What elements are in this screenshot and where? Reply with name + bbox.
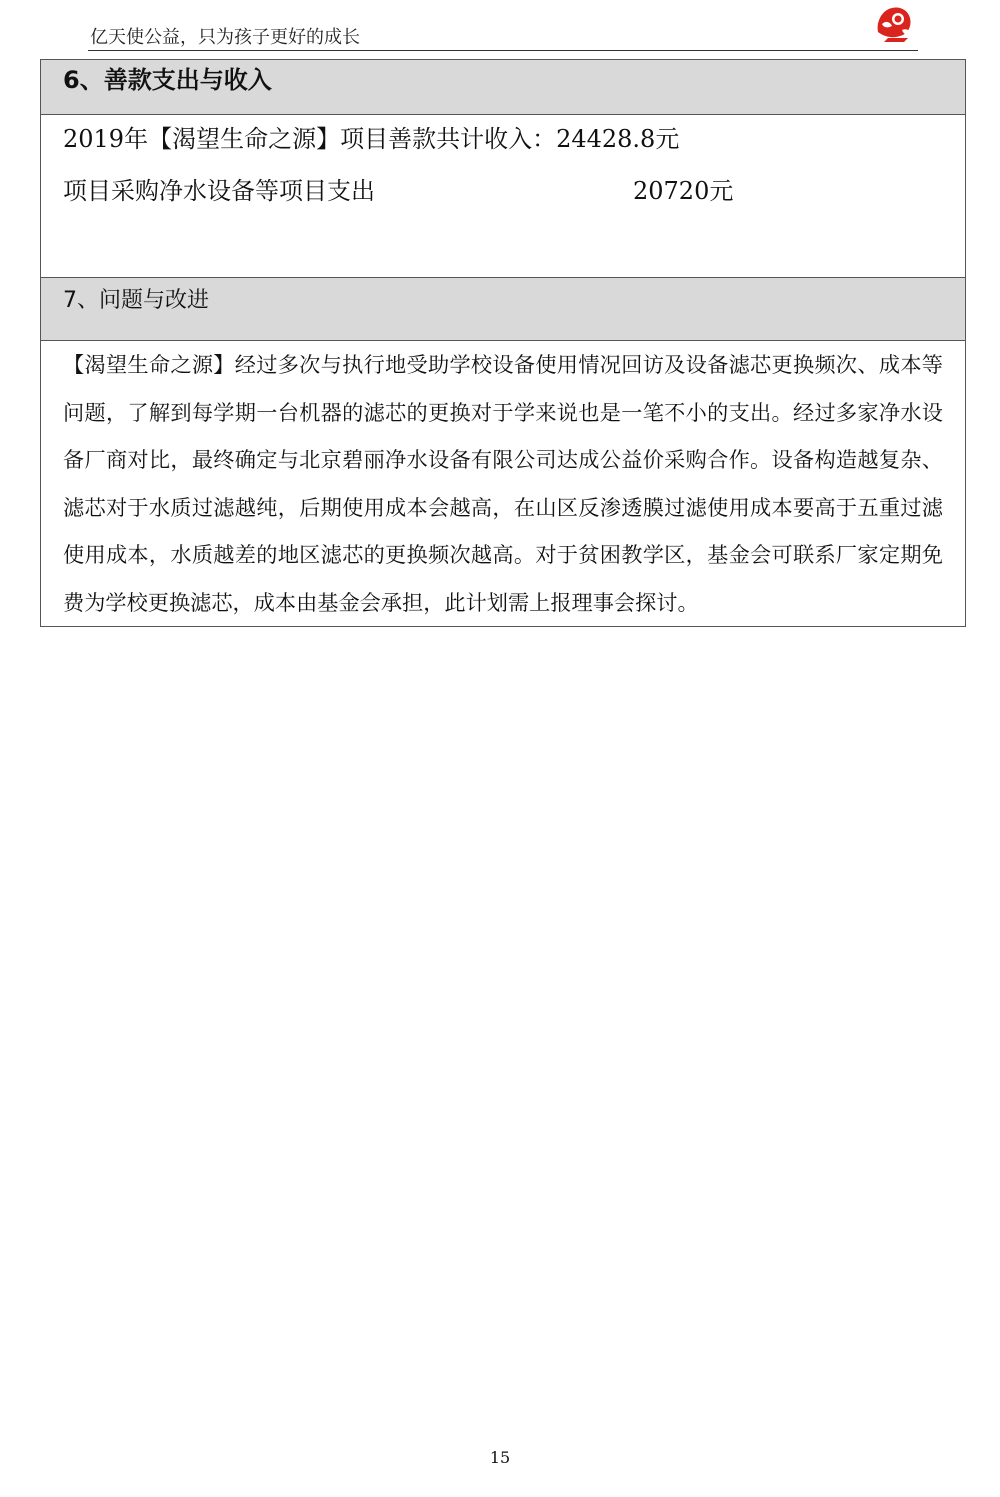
red-angel-logo-icon	[874, 2, 916, 44]
page-number: 15	[489, 1448, 511, 1467]
expense-amount: 20720元	[633, 177, 734, 205]
section6-header-row	[41, 60, 966, 115]
header-title: 亿天使公益，只为孩子更好的成长	[90, 27, 360, 48]
section6-body	[41, 115, 966, 278]
report-table	[40, 59, 966, 627]
section6-title: 6、善款支出与收入	[41, 60, 966, 115]
section6-body-row	[41, 115, 966, 278]
expense-label: 项目采购净水设备等项目支出	[63, 177, 375, 205]
page-header	[88, 20, 918, 51]
section7-title: 7、问题与改进	[41, 278, 966, 341]
expense-line	[63, 163, 943, 219]
income-line: 2019年【渴望生命之源】项目善款共计收入：24428.8元	[63, 125, 680, 153]
section7-body: 【渴望生命之源】经过多次与执行地受助学校设备使用情况回访及设备滤芯更换频次、成本等问题，了解到每学期一台机器的滤芯的更换对于学来说也是一笔不小的支出。经过多家净水设备厂商对比，最终确定与北京碧丽净水设备有限公司达成公益价采购合作。设备构造越复杂、滤芯对于水质过滤越纯，后期使用成本会越高，在山区反渗透膜过滤使用成本要高于五重过滤使用成本，水质越差的地区滤芯的更换频次越高。对于贫困教学区，基金会可联系厂家定期免费为学校更换滤芯，成本由基金会承担，此计划需上报理事会探讨。	[41, 341, 966, 627]
section7-header-row	[41, 278, 966, 341]
section7-body-row	[41, 341, 966, 627]
